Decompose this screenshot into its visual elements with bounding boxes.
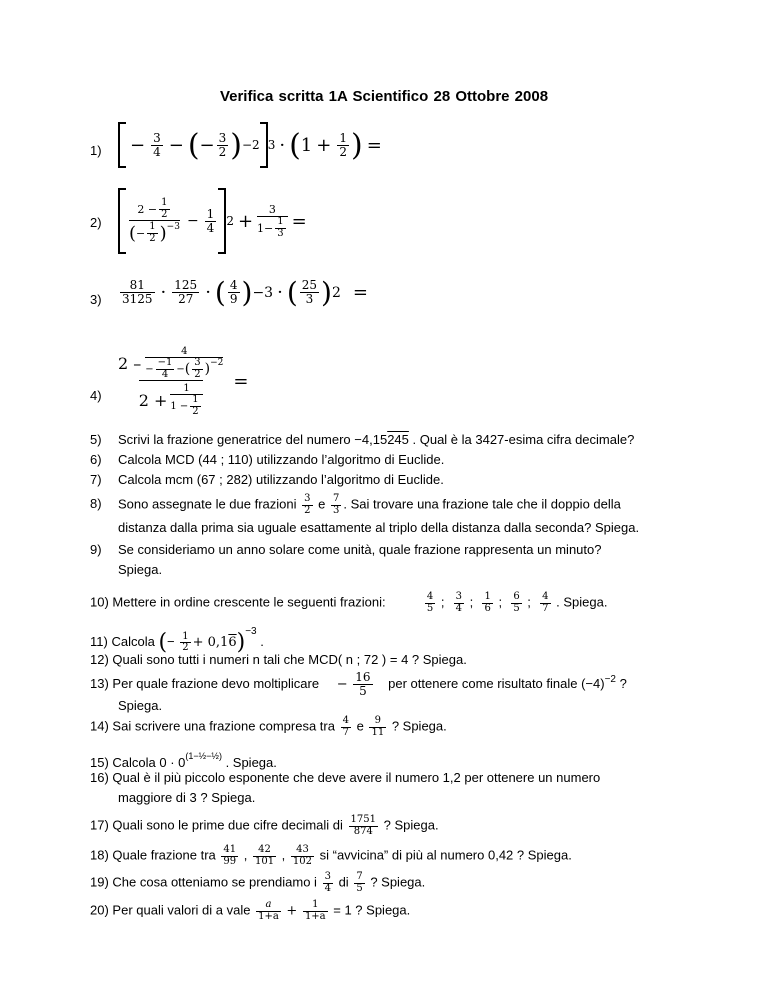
item-17: 17) Quali sono le prime due cifre decimali di $\frac{1751}{874}$ ? Spiega. [90, 814, 439, 837]
item-8: 8) Sono assegnate le due frazioni $\frac{3}{2}$ e $\frac{7}{3}$ . Sai trovare una frazione tale che il doppio della [90, 493, 621, 516]
page-title: Verifica scritta 1A Scientifico 28 Ottobre 2008 [219, 88, 549, 105]
fraction: $\frac{3}{4}$ [153, 130, 161, 159]
item-9-line2: Spiega. [118, 562, 163, 577]
item-6: 6) Calcola MCD (44 ; 110) utilizzando l’algoritmo di Euclide. [90, 452, 445, 467]
item-12: 12) Quali sono tutti i numeri n tali che MCD( n ; 72 ) = 4 ? Spiega. [90, 652, 467, 667]
item-9: 9) Se consideriamo un anno solare come unità, quale frazione rappresenta un minuto? [90, 542, 602, 557]
exercise-number: 2) [90, 215, 102, 230]
item-7: 7) Calcola mcm (67 ; 282) utilizzando l’algoritmo di Euclide. [90, 472, 444, 487]
item-5: 5) Scrivi la frazione generatrice del numero −4,15245 . Qual è la 3427-esima cifra decimale? [90, 432, 635, 447]
item-20: 20) Per quali valori di a vale $\frac{a}{1+a}$ + $\frac{1}{1+a}$ = 1 ? Spiega. [90, 899, 411, 922]
item-16-line2: maggiore di 3 ? Spiega. [118, 790, 256, 805]
exercise-number: 1) [90, 143, 102, 158]
item-13-line2: Spiega. [118, 698, 163, 713]
item-18: 18) Quale frazione tra $\frac{41}{99}$ , $\frac{42}{101}$ , $\frac{43}{102}$ si “avvicina” di più al numero 0,42 ? Spiega. [90, 844, 572, 867]
item-13: 13) Per quale frazione devo moltiplicare − $\frac{16}{5}$ per ottenere come risultato finale $(-4)^{-2}$ ? [90, 670, 627, 699]
item-10: 10) Mettere in ordine crescente le seguenti frazioni: $\frac{4}{5}$ ; $\frac{3}{4}$ ; $\frac{1}{6}$ ; $\frac{6}{5}$ ; $\frac{4}{7}$ . Spiega. [90, 591, 608, 614]
exercise-4-expression: 2 – 4 − $\frac{-1}{4}$ − ( $\frac{3}{2}$ ) −2 2 + 1 1 − $\frac{1}{2}$ = [118, 346, 249, 417]
item-11: 11) Calcola (− $\frac{1}{2}$ + 0,16)$^{-3}$ . [90, 626, 264, 655]
exercise-3-expression: $\frac{81}{3125}$ · $\frac{125}{27}$ · ( $\frac{4}{9}$ ) −3 · ( $\frac{25}{3}$ ) 2 = [122, 276, 368, 309]
exercise-number: 3) [90, 292, 102, 307]
fraction: $\frac{1}{2}$ [339, 130, 347, 159]
fraction: $\frac{3}{2}$ [218, 130, 227, 159]
item-15: 15) Calcola $0 \cdot 0^{(1-\frac{1}{2}-\frac{1}{2})}$ . Spiega. [90, 751, 277, 770]
item-16: 16) Qual è il più piccolo esponente che deve avere il numero 1,2 per ottenere un numero [90, 770, 601, 785]
exercise-number: 4) [90, 388, 102, 403]
exercise-2-expression: 2 − $\frac{1}{2}$ ( − $\frac{1}{2}$ ) −3 − $\frac{1}{4}$ 2 + 3 1− $\frac{1}{3}$ = [118, 188, 311, 254]
item-14: 14) Sai scrivere una frazione compresa tra $\frac{4}{7}$ e $\frac{9}{11}$ ? Spiega. [90, 715, 447, 738]
item-8-line2: distanza dalla prima sia uguale esattamente al triplo della distanza dalla seconda? Spiega. [118, 520, 640, 535]
item-19: 19) Che cosa otteniamo se prendiamo i $\frac{3}{4}$ di $\frac{7}{5}$ ? Spiega. [90, 871, 426, 894]
exercise-1-expression: − $\frac{3}{4}$ − ( − $\frac{3}{2}$ ) −2 3 · ( 1 + $\frac{1}{2}$ ) = [118, 122, 386, 168]
